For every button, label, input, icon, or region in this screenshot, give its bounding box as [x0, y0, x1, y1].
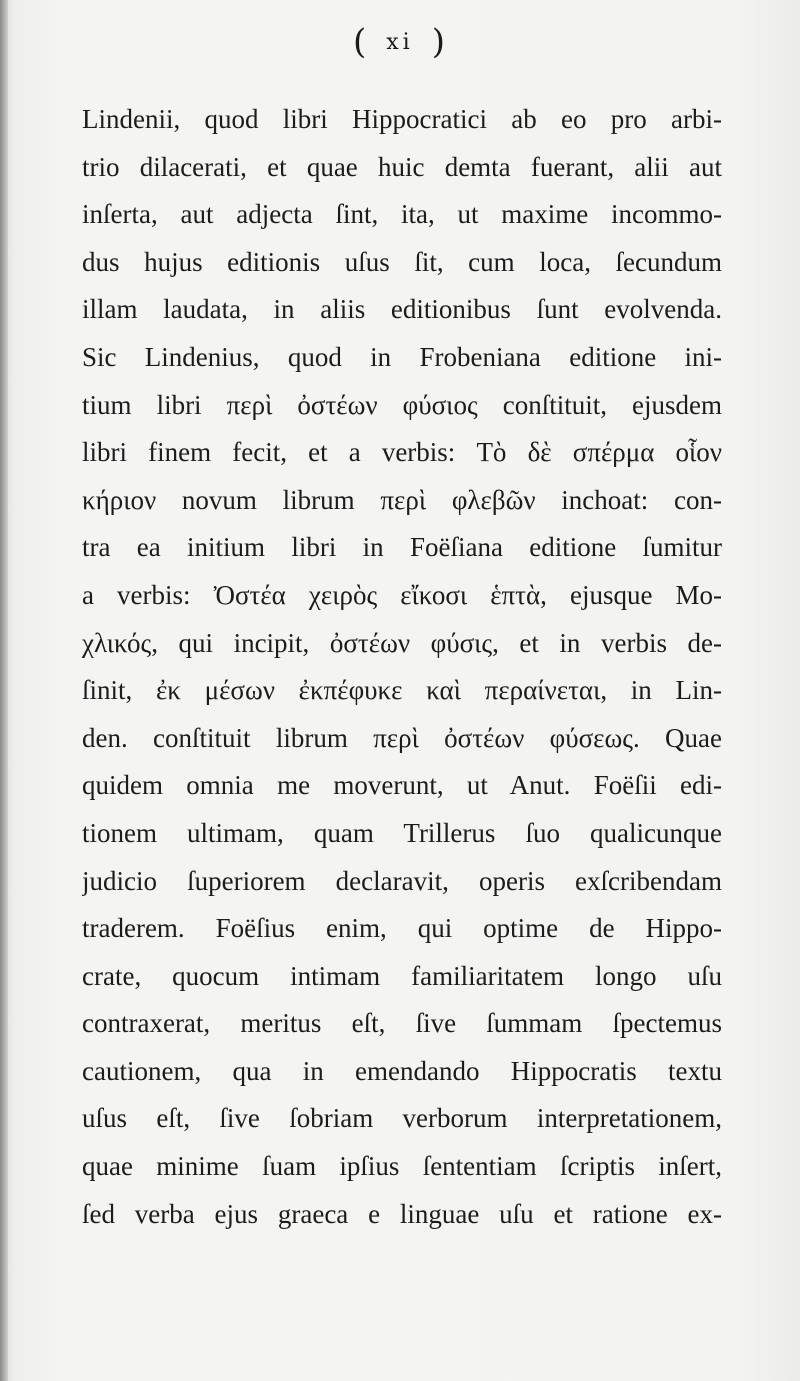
- text-line: Sic Lindenius, quod in Frobeniana editione ini-: [82, 341, 722, 372]
- text-line: quae minime ſuam ipſius ſententiam ſcriptis inſert,: [82, 1151, 722, 1182]
- text-line: quidem omnia me moverunt, ut Anut. Foëſii edi-: [82, 770, 722, 801]
- text-line: inſerta, aut adjecta ſint, ita, ut maxime incommo-: [82, 199, 722, 230]
- text-line: crate, quocum intimam familiaritatem longo uſu: [82, 960, 722, 991]
- text-line: tra ea initium libri in Foëſiana editione ſumitur: [82, 532, 722, 563]
- binding-gutter: [0, 0, 8, 1381]
- text-line: ſed verba ejus graeca e linguae uſu et ratione ex-: [82, 1198, 722, 1229]
- text-line: trio dilacerati, et quae huic demta fuerant, alii aut: [82, 151, 722, 182]
- text-line: judicio ſuperiorem declaravit, operis exſcribendam: [82, 865, 722, 896]
- text-line: cautionem, qua in emendando Hippocratis textu: [82, 1055, 722, 1086]
- text-line: illam laudata, in aliis editionibus ſunt evolvenda.: [82, 294, 722, 325]
- text-line: χλικός, qui incipit, ὀστέων φύσις, et in verbis de-: [82, 627, 722, 658]
- text-line: contraxerat, meritus eſt, ſive ſummam ſpectemus: [82, 1008, 722, 1039]
- text-line: tionem ultimam, quam Trillerus ſuo qualicunque: [82, 817, 722, 848]
- text-line: tium libri περὶ ὀστέων φύσιος conſtituit, ejusdem: [82, 389, 722, 420]
- text-line: ſinit, ἐκ μέσων ἐκπέφυκε καὶ περαίνεται, in Lin-: [82, 675, 722, 706]
- text-line: κήριον novum librum περὶ φλεβῶν inchoat: con-: [82, 484, 722, 515]
- page-number: [0, 22, 800, 62]
- text-line: den. conſtituit librum περὶ ὀστέων φύσεως. Quae: [82, 722, 722, 753]
- text-line: dus hujus editionis uſus ſit, cum loca, ſecundum: [82, 246, 722, 277]
- text-line: traderem. Foëſius enim, qui optime de Hippo-: [82, 913, 722, 944]
- body-text: [82, 96, 722, 1238]
- text-line: libri finem fecit, et a verbis: Τὸ δὲ σπέρμα οἷον: [82, 437, 722, 468]
- page-number-open-paren: (: [353, 22, 369, 62]
- page-number-close-paren: ): [431, 22, 447, 62]
- text-line: uſus eſt, ſive ſobriam verborum interpretationem,: [82, 1103, 722, 1134]
- page-number-label: xi: [386, 30, 414, 55]
- text-line: Lindenii, quod libri Hippocratici ab eo pro arbi-: [82, 104, 722, 134]
- text-line: a verbis: Ὀστέα χειρὸς εἴκοσι ἑπτὰ, ejusque Mo-: [82, 579, 722, 610]
